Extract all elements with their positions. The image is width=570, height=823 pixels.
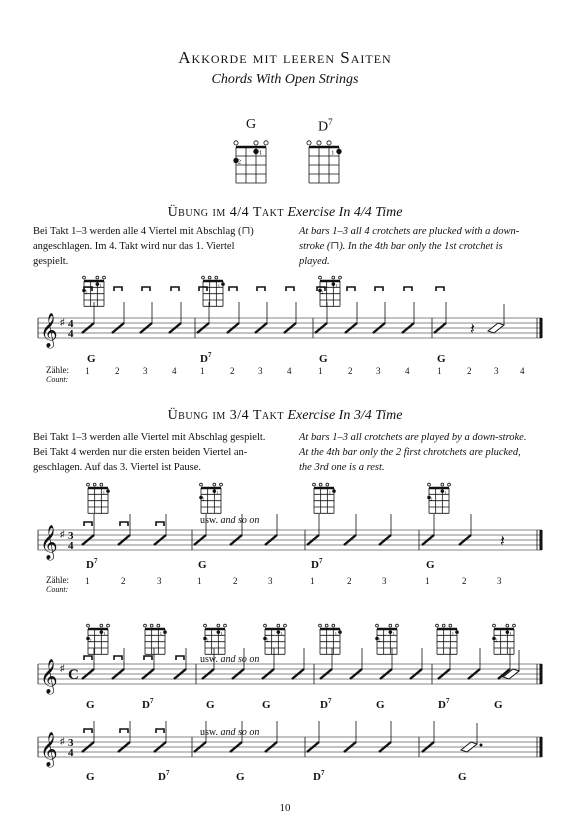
chord-diagram — [144, 624, 167, 654]
chord-diagram — [492, 624, 515, 654]
count-number: 2 — [230, 366, 235, 376]
section-44-text-en: At bars 1–3 all 4 crotchets are plucked with a down- stroke (⊓). In the 4th bar only the 1st crotchet is played. — [299, 226, 520, 267]
count-number: 2 — [115, 366, 120, 376]
svg-text:1: 1 — [217, 283, 220, 289]
key-signature-sharp-icon: ♯ — [60, 529, 65, 539]
count-number: 1 — [425, 576, 430, 586]
chord-diagram — [86, 624, 109, 654]
count-number: 3 — [258, 366, 263, 376]
chord-diagram — [202, 276, 225, 306]
downbow-icon — [347, 287, 355, 291]
count-number: 3 — [376, 366, 381, 376]
svg-text:1: 1 — [328, 490, 331, 496]
section-34-title: Übung im 3/4 Takt Exercise In 3/4 Time — [167, 408, 403, 423]
intro-chord-d7-label: $D^7$ — [318, 117, 333, 135]
time-signature-top: 3 — [68, 737, 74, 749]
count-number: 4 — [172, 366, 177, 376]
chord-diagram — [82, 276, 105, 306]
downbow-icon — [404, 287, 412, 291]
downbow-icon — [142, 287, 150, 291]
key-signature-sharp-icon: ♯ — [60, 317, 65, 327]
chord-name-label: $D^7$ — [320, 697, 332, 711]
svg-text:1: 1 — [392, 631, 395, 637]
chord-diagram — [203, 624, 226, 654]
count-number: 3 — [494, 366, 499, 376]
downbow-icon — [84, 522, 92, 526]
chord-diagram — [199, 483, 222, 513]
count-number: 3 — [157, 576, 162, 586]
usw-and-so-on: usw. and so on — [200, 654, 260, 665]
treble-clef-icon: 𝄞 — [40, 733, 58, 766]
time-signature-bottom: 4 — [68, 540, 74, 552]
page-title-german: Akkorde mit leeren Saiten — [178, 48, 392, 67]
chord-name-label: G — [87, 353, 96, 365]
downbow-icon — [156, 522, 164, 526]
intro-chord-g-diagram — [233, 141, 268, 183]
svg-text:2: 2 — [321, 289, 324, 295]
count-number: 4 — [405, 366, 410, 376]
section-44-count-label: Zähle: Count: — [46, 365, 69, 384]
downbow-icon — [257, 287, 265, 291]
chord-name-label: G — [86, 699, 95, 711]
count-number: 3 — [143, 366, 148, 376]
svg-text:1: 1 — [280, 631, 283, 637]
count-number: 2 — [462, 576, 467, 586]
count-number: 1 — [85, 366, 90, 376]
downbow-icon — [229, 287, 237, 291]
chord-name-label: G — [262, 699, 271, 711]
time-signature-bottom: 4 — [68, 747, 74, 759]
treble-clef-icon: 𝄞 — [40, 660, 58, 693]
svg-text:2: 2 — [202, 496, 205, 502]
count-number: 2 — [233, 576, 238, 586]
chord-diagram — [319, 624, 342, 654]
section-34-text-de: Bei Takt 1–3 werden alle Viertel mit Abschlag gespielt. Bei Takt 4 werden nur die ersten beiden Viertel an- geschlagen. Auf das 3. Viertel ist Pause. — [33, 432, 266, 473]
svg-text:1: 1 — [509, 631, 512, 637]
svg-text:1: 1 — [220, 631, 223, 637]
svg-text:2: 2 — [89, 637, 92, 643]
time-signature-bottom: 4 — [68, 328, 74, 340]
downbow-icon — [120, 522, 128, 526]
count-number: 1 — [437, 366, 442, 376]
treble-clef-icon: 𝄞 — [40, 314, 58, 347]
section-44-title: Übung im 4/4 Takt Exercise In 4/4 Time — [167, 205, 403, 220]
chord-diagram — [436, 624, 459, 654]
page-number: 10 — [279, 802, 291, 814]
chord-name-label: $D^7$ — [200, 351, 212, 365]
svg-text:1: 1 — [444, 490, 447, 496]
count-number: 2 — [121, 576, 126, 586]
count-number: 2 — [467, 366, 472, 376]
quarter-rest: 𝄽 — [500, 533, 505, 550]
chord-diagram — [318, 276, 341, 306]
chord-name-label: $D^7$ — [311, 557, 323, 571]
downbow-icon — [144, 656, 152, 660]
chord-diagram — [263, 624, 286, 654]
chord-name-label: $D^7$ — [142, 697, 154, 711]
chord-name-label: G — [458, 771, 467, 783]
svg-text:2: 2 — [430, 496, 433, 502]
chord-name-label: $D^7$ — [158, 769, 170, 783]
chord-name-label: G — [206, 699, 215, 711]
svg-text:1: 1 — [331, 149, 335, 157]
svg-text:1: 1 — [335, 283, 338, 289]
svg-text:2: 2 — [206, 637, 209, 643]
svg-text:1: 1 — [99, 283, 102, 289]
chord-name-label: G — [86, 771, 95, 783]
downbow-icon — [176, 656, 184, 660]
chord-name-label: G — [236, 771, 245, 783]
count-number: 1 — [85, 576, 90, 586]
svg-text:1: 1 — [259, 149, 263, 157]
intro-chord-g-label: G — [246, 117, 257, 132]
downbow-icon — [84, 656, 92, 660]
downbow-icon — [171, 287, 179, 291]
downbow-icon — [114, 287, 122, 291]
svg-text:1: 1 — [103, 631, 106, 637]
chord-name-label: $D^7$ — [86, 557, 98, 571]
chord-name-label: G — [198, 559, 207, 571]
augmentation-dot — [480, 744, 483, 747]
chord-name-label: G — [426, 559, 435, 571]
svg-text:2: 2 — [495, 637, 498, 643]
chord-name-label: $D^7$ — [313, 769, 325, 783]
chord-diagram — [427, 483, 450, 513]
count-number: 2 — [348, 366, 353, 376]
downbow-icon — [156, 729, 164, 733]
time-signature-top: 3 — [68, 530, 74, 542]
quarter-rest: 𝄽 — [470, 321, 475, 338]
downbow-icon — [375, 287, 383, 291]
key-signature-sharp-icon: ♯ — [60, 736, 65, 746]
section-34-text-en: At bars 1–3 all crotchets are played by a down-stroke. At the 4th bar only the 2 first chrotchets are plucked, the 3rd one is a rest. — [299, 432, 527, 473]
svg-text:1: 1 — [334, 631, 337, 637]
section-44-text-de: Bei Takt 1–3 werden alle 4 Viertel mit Abschlag (⊓) angeschlagen. Im 4. Takt wird nur das 1. Viertel gespielt. — [33, 226, 254, 267]
svg-text:1: 1 — [102, 490, 105, 496]
usw-and-so-on: usw. and so on — [200, 727, 260, 738]
svg-text:1: 1 — [159, 631, 162, 637]
chord-name-label: G — [376, 699, 385, 711]
chord-diagram — [87, 483, 110, 513]
staff-3 — [38, 664, 542, 684]
downbow-icon — [114, 656, 122, 660]
chord-name-label: G — [437, 353, 446, 365]
svg-text:1: 1 — [451, 631, 454, 637]
downbow-icon — [436, 287, 444, 291]
count-number: 1 — [200, 366, 205, 376]
downbow-icon — [120, 729, 128, 733]
key-signature-sharp-icon: ♯ — [60, 663, 65, 673]
svg-text:2: 2 — [85, 289, 88, 295]
intro-chord-d7-diagram — [307, 141, 342, 183]
downbow-icon — [84, 729, 92, 733]
chord-name-label: G — [319, 353, 328, 365]
count-number: 1 — [310, 576, 315, 586]
count-number: 3 — [268, 576, 273, 586]
chord-name-label: $D^7$ — [438, 697, 450, 711]
count-number: 2 — [347, 576, 352, 586]
svg-text:2: 2 — [266, 637, 269, 643]
count-number: 1 — [197, 576, 202, 586]
usw-and-so-on: usw. and so on — [200, 515, 260, 526]
section-34-count-label: Zähle: Count: — [46, 575, 69, 594]
chord-diagram — [313, 483, 336, 513]
time-signature-top: 4 — [68, 318, 74, 330]
page-title-english: Chords With Open Strings — [211, 72, 359, 87]
downbow-icon — [286, 287, 294, 291]
svg-text:2: 2 — [378, 637, 381, 643]
count-number: 3 — [382, 576, 387, 586]
count-number: 4 — [520, 366, 525, 376]
count-number: 4 — [287, 366, 292, 376]
chord-diagram — [375, 624, 398, 654]
count-number: 3 — [497, 576, 502, 586]
count-number: 1 — [318, 366, 323, 376]
common-time-icon: C — [68, 667, 79, 683]
svg-text:1: 1 — [216, 490, 219, 496]
svg-text:2: 2 — [237, 158, 242, 166]
chord-name-label: G — [494, 699, 503, 711]
treble-clef-icon: 𝄞 — [40, 526, 58, 559]
